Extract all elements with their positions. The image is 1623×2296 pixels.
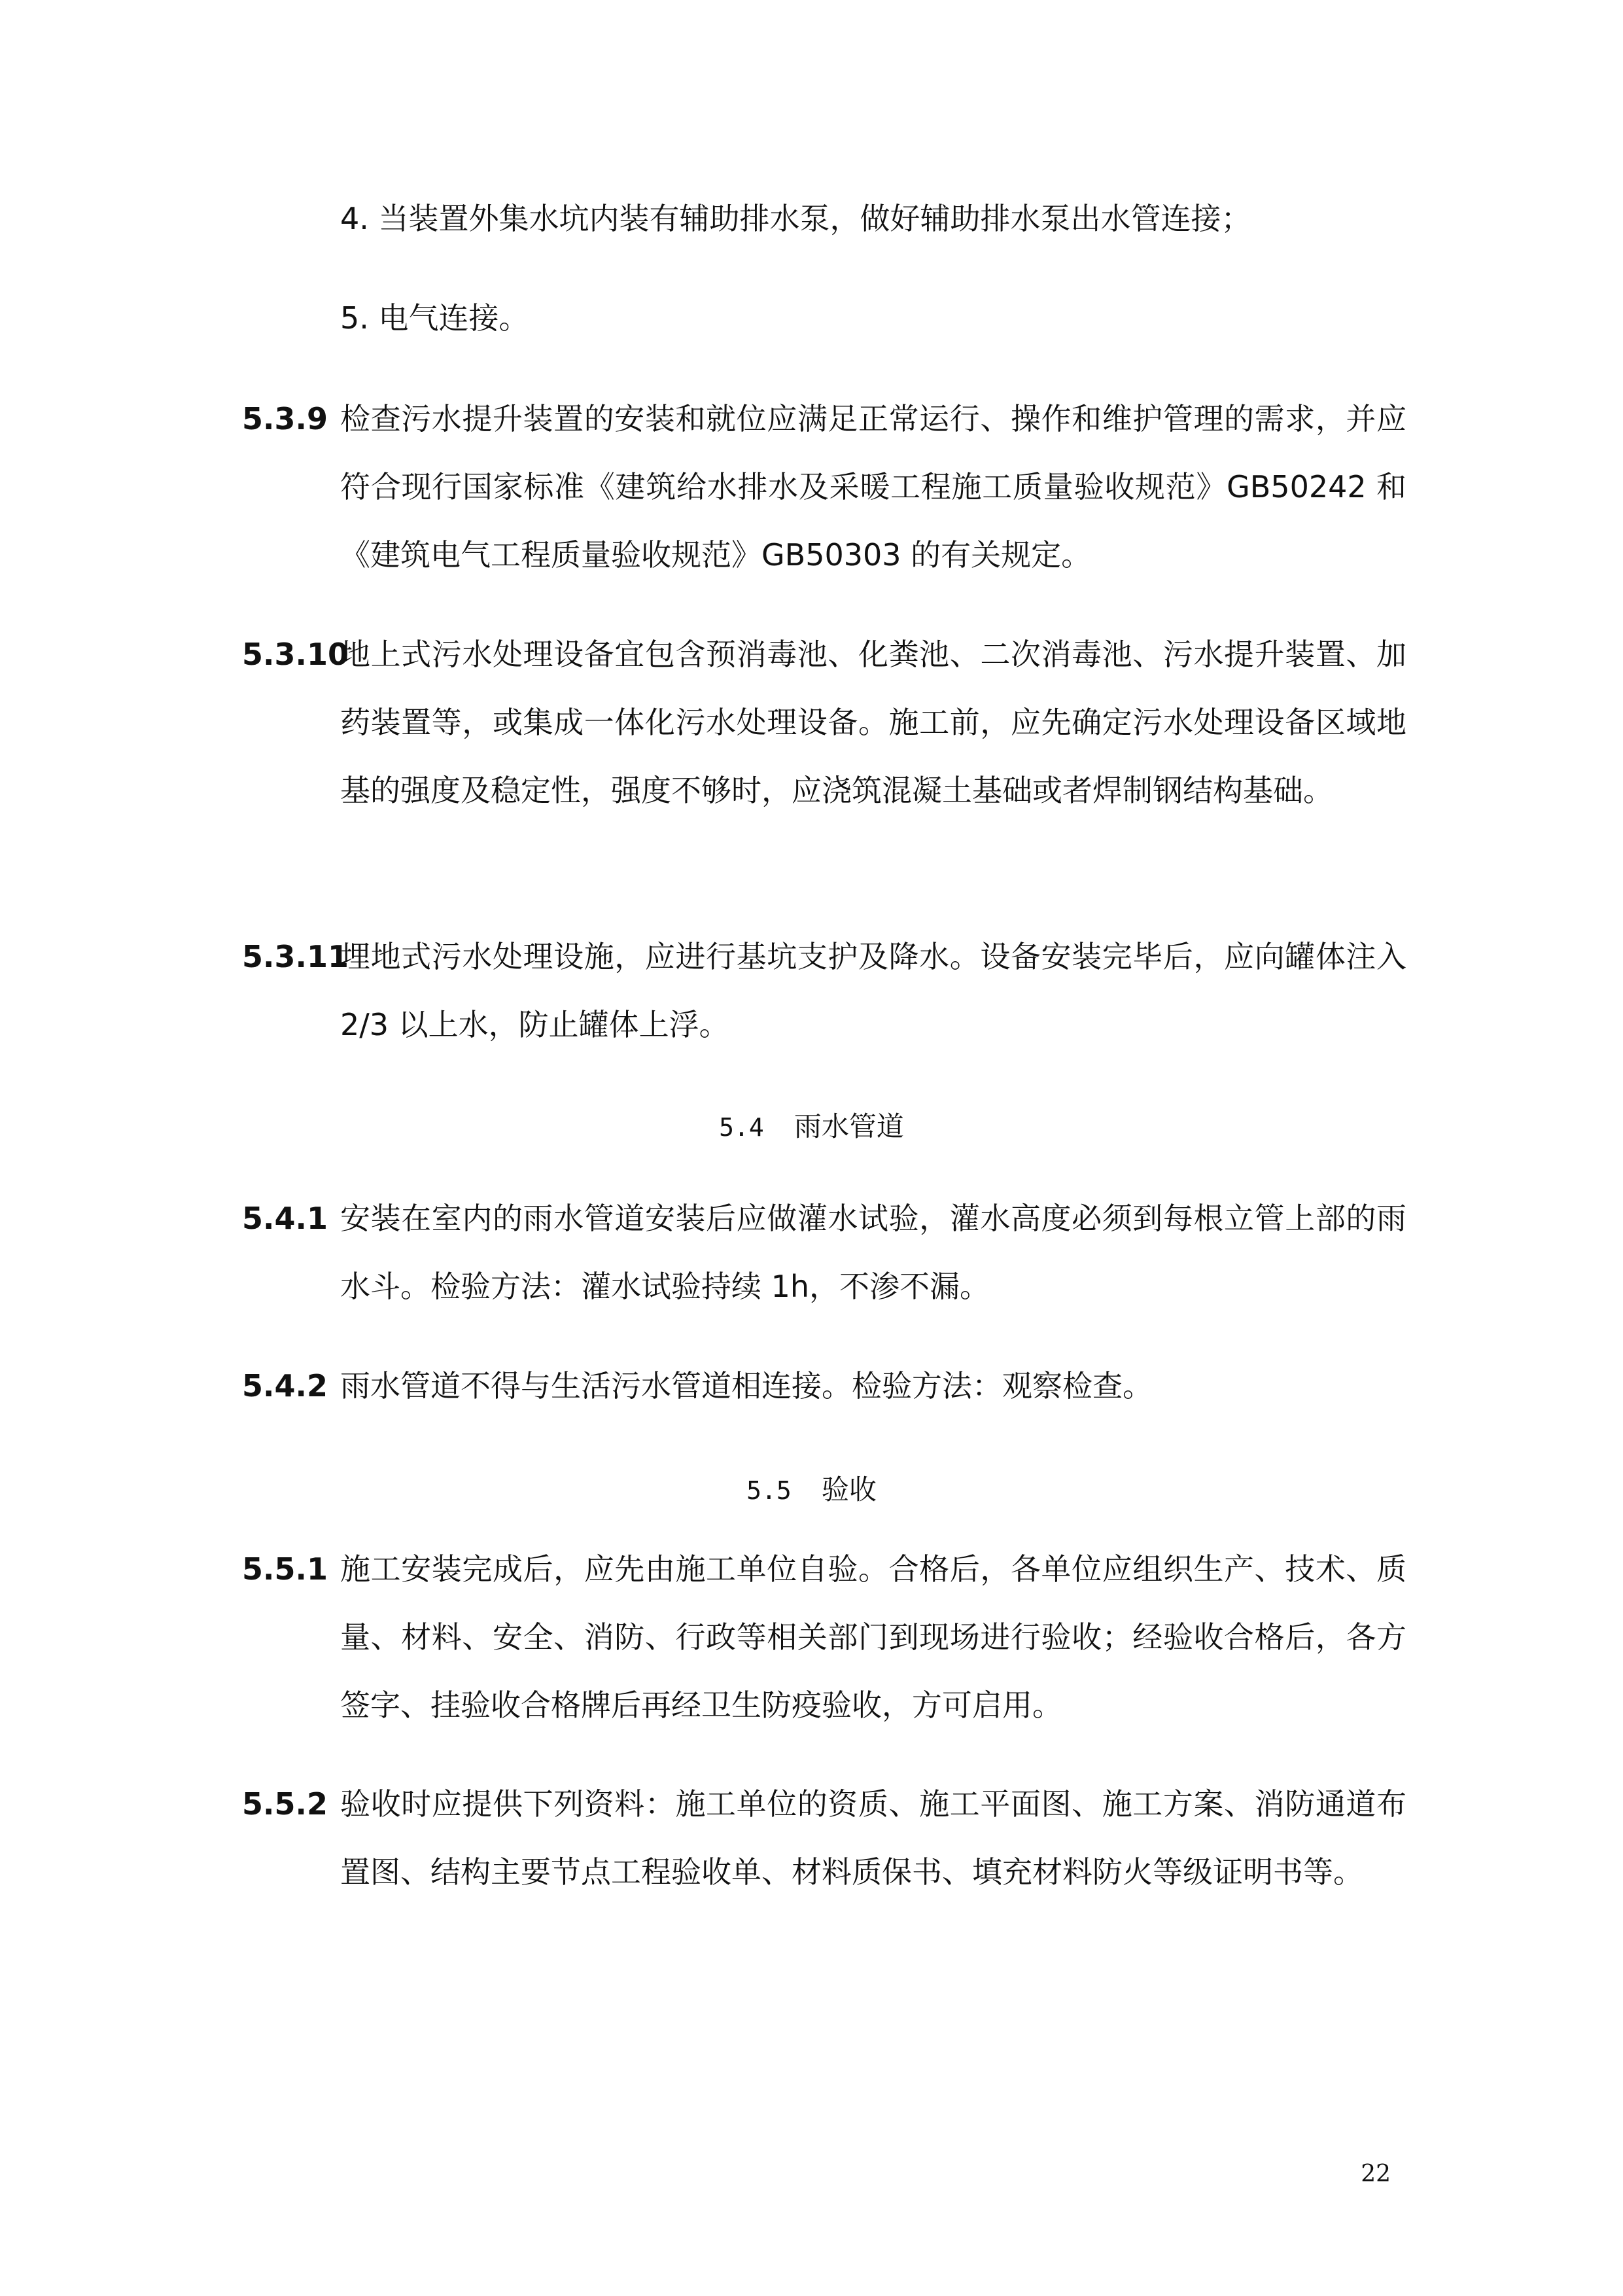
section-number: 5.4 <box>719 1113 764 1142</box>
clause-5-5-2 <box>242 1770 1406 1906</box>
clause-number: 5.5.1 <box>242 1551 328 1587</box>
clause-text: 地上式污水处理设备宜包含预消毒池、化粪池、二次消毒池、污水提升装置、加药装置等，或集成一体化污水处理设备。施工前，应先确定污水处理设备区域地基的强度及稳定性，强度不够时，应浇筑混凝土基础或者焊制钢结构基础。 <box>340 637 1406 808</box>
list-item-4: 4. 当装置外集水坑内装有辅助排水泵，做好辅助排水泵出水管连接； <box>340 201 1251 236</box>
section-heading-5-5 <box>0 1460 1623 1520</box>
clause-5-4-2 <box>242 1352 1406 1420</box>
clause-5-4-1 <box>242 1184 1406 1320</box>
clause-number: 5.4.2 <box>242 1368 328 1404</box>
clause-text: 检查污水提升装置的安装和就位应满足正常运行、操作和维护管理的需求，并应符合现行国家标准《建筑给水排水及采暖工程施工质量验收规范》GB50242 和《建筑电气工程质量验收规范》GB50303 的有关规定。 <box>340 401 1406 573</box>
clause-text: 雨水管道不得与生活污水管道相连接。检验方法：观察检查。 <box>340 1368 1153 1404</box>
clause-5-3-11 <box>242 923 1406 1059</box>
section-number: 5.5 <box>746 1476 792 1505</box>
section-title: 雨水管道 <box>794 1110 904 1142</box>
section-heading-5-4 <box>0 1097 1623 1157</box>
list-item-5: 5. 电气连接。 <box>340 300 529 336</box>
clause-text: 埋地式污水处理设施，应进行基坑支护及降水。设备安装完毕后，应向罐体注入 2/3 以上水，防止罐体上浮。 <box>340 939 1406 1042</box>
section-title: 验收 <box>821 1474 877 1506</box>
clause-number: 5.4.1 <box>242 1201 328 1236</box>
clause-number: 5.3.10 <box>242 637 349 672</box>
clause-text: 验收时应提供下列资料：施工单位的资质、施工平面图、施工方案、消防通道布置图、结构主要节点工程验收单、材料质保书、填充材料防火等级证明书等。 <box>340 1786 1406 1890</box>
clause-number: 5.3.9 <box>242 401 328 436</box>
clause-text: 安装在室内的雨水管道安装后应做灌水试验，灌水高度必须到每根立管上部的雨水斗。检验方法：灌水试验持续 1h，不渗不漏。 <box>340 1201 1406 1304</box>
clause-5-3-10 <box>242 620 1406 824</box>
page-number: 22 <box>1361 2161 1391 2187</box>
clause-number: 5.5.2 <box>242 1786 328 1822</box>
clause-5-3-9 <box>242 385 1406 589</box>
clause-text: 施工安装完成后，应先由施工单位自验。合格后，各单位应组织生产、技术、质量、材料、安全、消防、行政等相关部门到现场进行验收；经验收合格后，各方签字、挂验收合格牌后再经卫生防疫验收，方可启用。 <box>340 1551 1406 1723</box>
clause-5-5-1 <box>242 1535 1406 1739</box>
clause-number: 5.3.11 <box>242 939 349 974</box>
